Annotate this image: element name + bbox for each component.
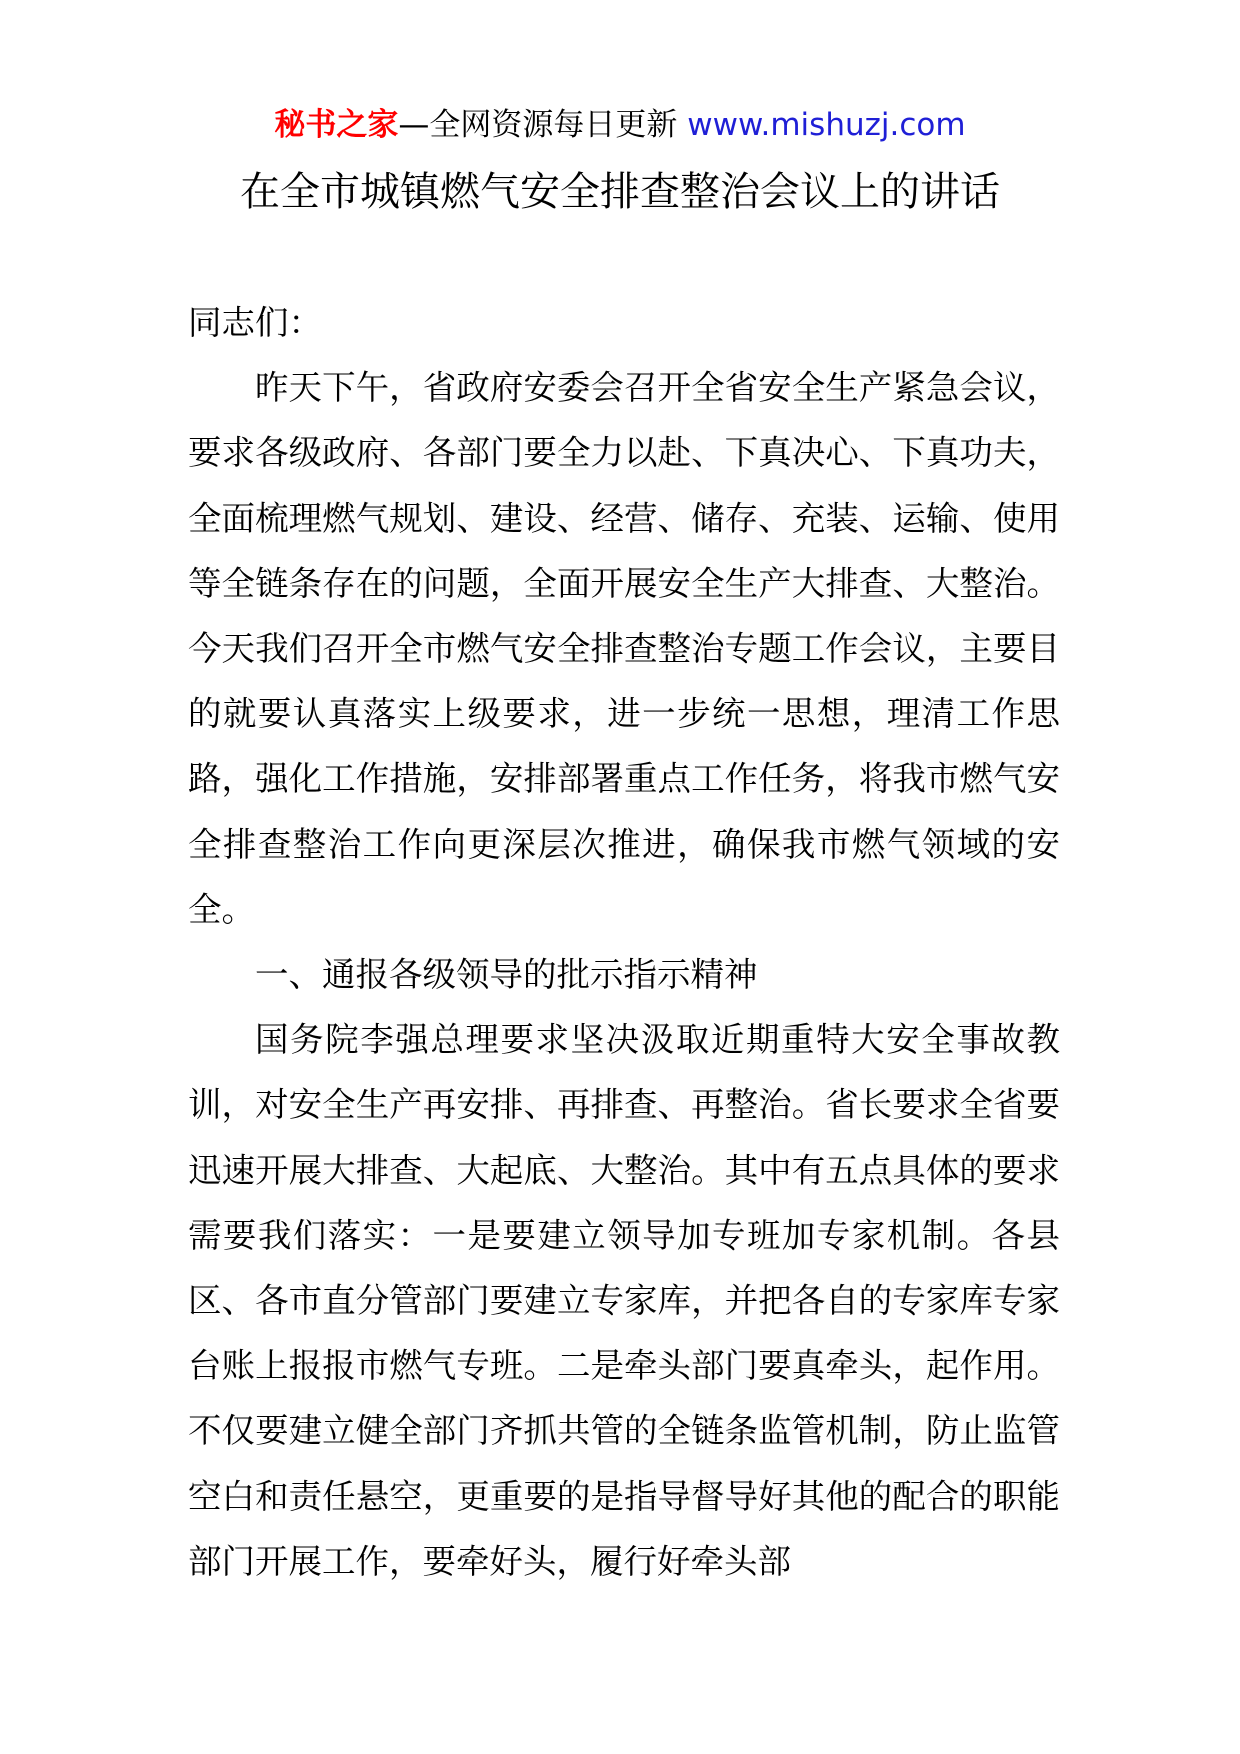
site-url-link[interactable]: www.mishuzj.com [687,107,966,143]
document-title: 在全市城镇燃气安全排查整治会议上的讲话 [240,169,1000,215]
site-banner [0,100,1240,150]
brand-name: 秘书之家 [274,107,399,143]
section-heading-1: 一、通报各级领导的批示指示精神 [255,955,758,995]
banner-tagline: —全网资源每日更新 [398,107,678,143]
document-body [188,290,1060,1594]
paragraph-section-1: 国务院李强总理要求坚决汲取近期重特大安全事故教训，对安全生产再安排、再排查、再整治。省长要求全省要迅速开展大排查、大起底、大整治。其中有五点具体的要求需要我们落实：一是要建立领导加专班加专家机制。各县区、各市直分管部门要建立专家库，并把各自的专家库专家台账上报报市燃气专班。二是牵头部门要真牵头，起作用。不仅要建立健全部门齐抓共管的全链条监管机制，防止监管空白和责任悬空，更重要的是指导督导好其他的配合的职能部门开展工作，要牵好头，履行好牵头部 [188,1020,1060,1581]
salutation: 同志们： [188,303,322,342]
paragraph-intro: 昨天下午，省政府安委会召开全省安全生产紧急会议，要求各级政府、各部门要全力以赴、下真决心、下真功夫，全面梳理燃气规划、建设、经营、储存、充装、运输、使用等全链条存在的问题，全面开展安全生产大排查、大整治。今天我们召开全市燃气安全排查整治专题工作会议，主要目的就要认真落实上级要求，进一步统一思想，理清工作思路，强化工作措施，安排部署重点工作任务，将我市燃气安全排查整治工作向更深层次推进，确保我市燃气领域的安全。 [188,368,1060,929]
